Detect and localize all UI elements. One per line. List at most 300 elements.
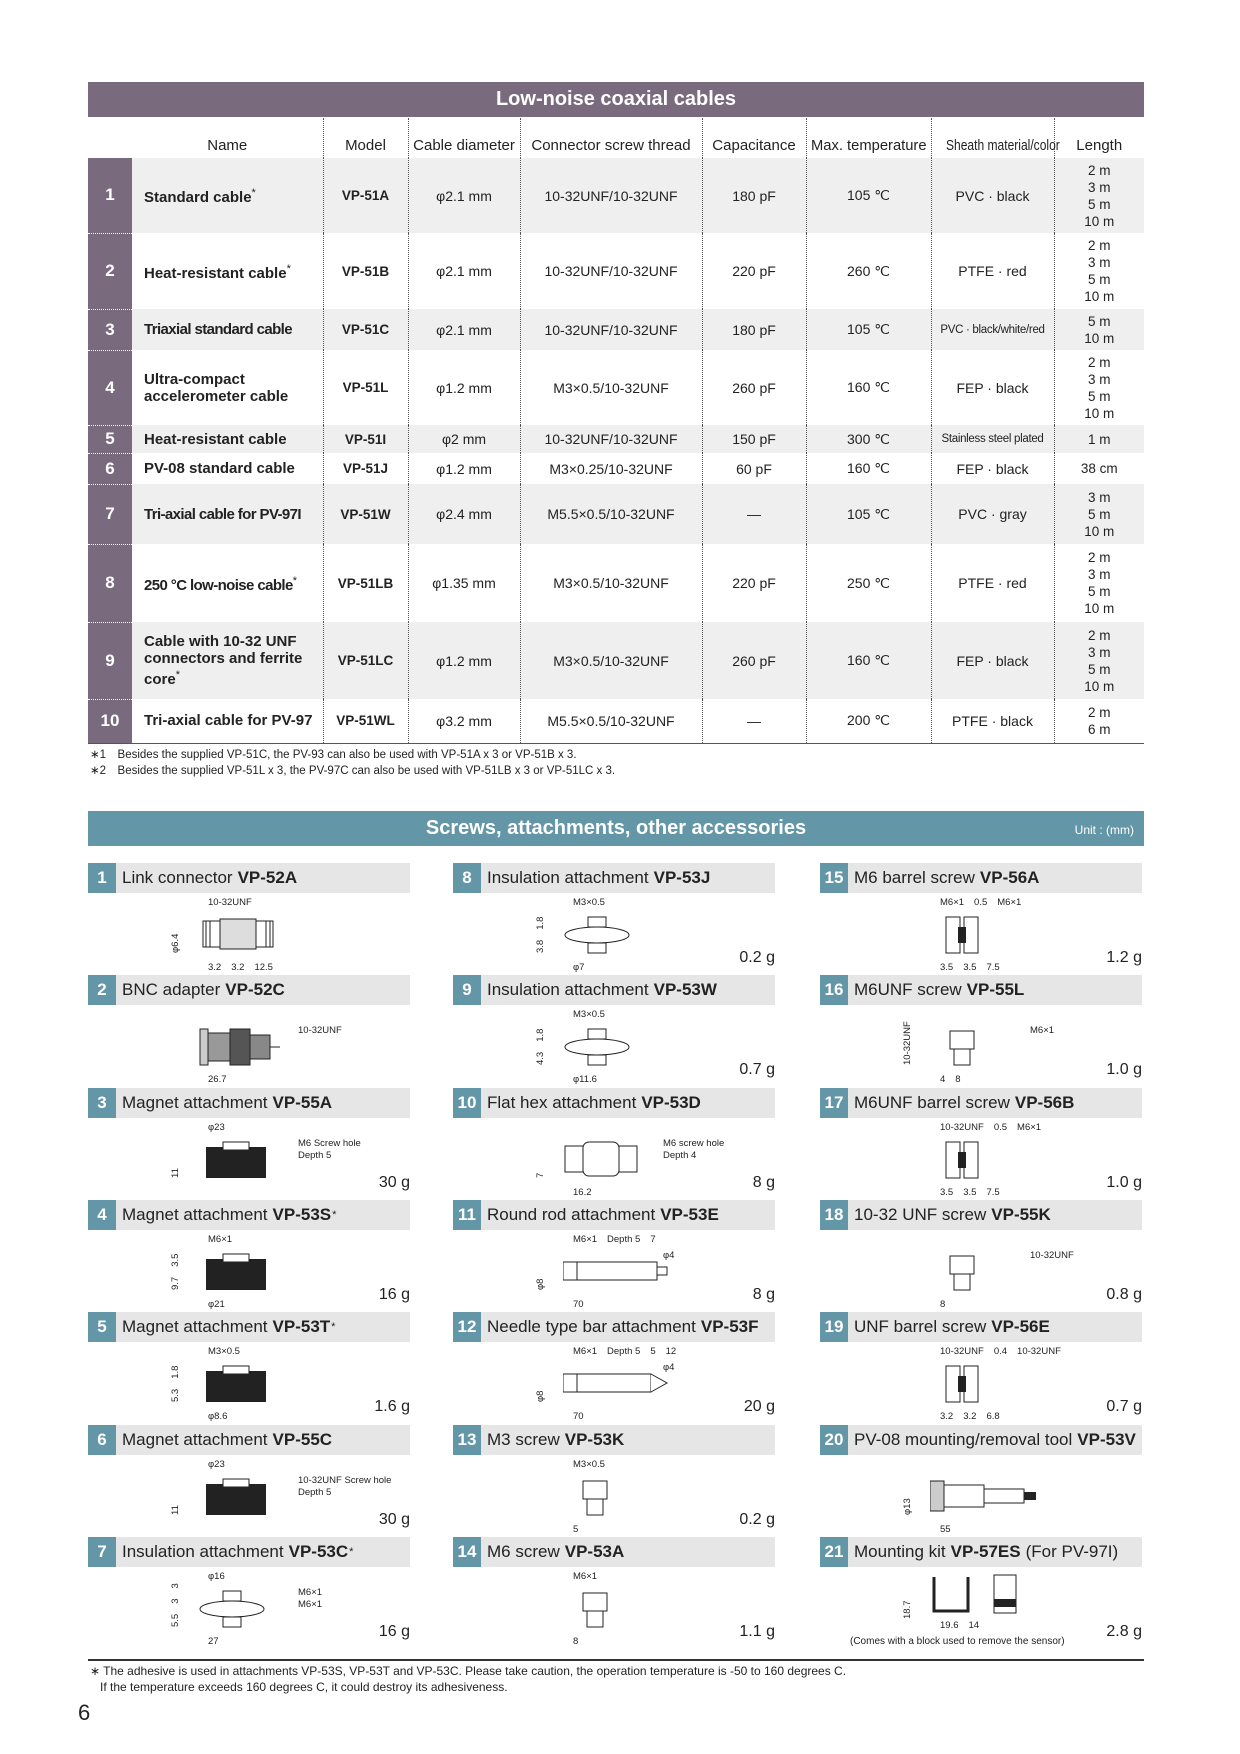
header-number	[88, 118, 132, 158]
cell-temp: 250 ℃	[806, 544, 931, 622]
dimension-group	[298, 1475, 391, 1498]
item-number: 18	[820, 1200, 848, 1230]
dimension-label: 10-32UNF	[940, 1121, 984, 1133]
length-option: 3 m	[1087, 371, 1111, 387]
accessory-item	[453, 975, 775, 1087]
dimension-group	[940, 1620, 979, 1631]
cell-sheath: FEP · black	[931, 622, 1054, 699]
dimension-label: φ13	[902, 1497, 913, 1515]
item-name: M6 screw	[487, 1541, 560, 1561]
dimension-label: φ8	[535, 1278, 546, 1290]
dimension-label: 8	[940, 1298, 946, 1310]
item-model: VP-53A	[564, 1541, 625, 1561]
item-title	[820, 1425, 1142, 1455]
accessory-item	[453, 1537, 775, 1649]
cell-length	[1054, 484, 1144, 544]
dimension-label: M3×0.5	[573, 1009, 605, 1021]
dimension-label: 14	[968, 1619, 980, 1631]
item-title	[820, 1537, 1142, 1567]
cell-length	[1054, 622, 1144, 699]
cable-name	[132, 309, 323, 350]
item-title	[88, 863, 410, 893]
table-row	[88, 622, 1144, 699]
insulator-drawing	[198, 1587, 308, 1631]
dimension-group	[573, 1234, 656, 1245]
cable-name-text: Standard cable	[144, 189, 252, 206]
length-option: 2 m	[1087, 354, 1111, 370]
accessory-item	[88, 1312, 410, 1424]
cable-name	[132, 233, 323, 309]
screw-drawing	[513, 1457, 713, 1535]
dimension-label: 1.8	[535, 1028, 546, 1043]
dimension-label: M6×1	[573, 1346, 598, 1358]
item-model: VP-57ES	[950, 1541, 1021, 1561]
barrel-screw-drawing	[930, 1362, 1040, 1406]
row-number: 1	[88, 158, 132, 233]
dimension-group	[170, 1583, 181, 1627]
insulator-drawing	[563, 1025, 673, 1069]
dimension-label: 10-32UNF	[208, 897, 252, 908]
item-model: VP-52C	[225, 980, 285, 1000]
cell-thread: M5.5×0.5/10-32UNF	[520, 484, 702, 544]
cell-capacitance: —	[702, 699, 806, 743]
rod-drawing	[513, 1232, 713, 1310]
footnote-star: *	[251, 187, 256, 199]
dimension-group	[170, 1168, 181, 1178]
item-model: VP-56B	[1014, 1092, 1075, 1112]
magnet-drawing	[198, 1250, 308, 1294]
item-title	[820, 975, 1142, 1005]
accessories-section-header	[88, 811, 1144, 846]
dimension-group	[573, 1187, 592, 1198]
cable-name	[132, 699, 323, 743]
item-weight: 0.7 g	[739, 1061, 775, 1079]
item-number: 10	[453, 1088, 481, 1118]
dimension-group	[573, 1571, 597, 1582]
cell-length	[1054, 309, 1144, 350]
accessory-item	[820, 1425, 1142, 1537]
dimension-group	[573, 897, 605, 908]
dimension-label: M6×1	[1017, 1121, 1042, 1133]
item-weight: 16 g	[378, 1622, 410, 1640]
accessory-item	[820, 1200, 1142, 1312]
screw-drawing	[563, 1475, 673, 1519]
item-weight: 20 g	[743, 1398, 775, 1416]
item-name: Insulation attachment	[487, 980, 649, 1000]
row-number: 9	[88, 622, 132, 699]
dimension-label: 5.3	[170, 1388, 181, 1403]
item-weight: 1.1 g	[739, 1622, 775, 1640]
item-number: 13	[453, 1425, 481, 1455]
cable-name-text: Tri-axial cable for PV-97	[144, 712, 313, 730]
dimension-label: 26.7	[208, 1074, 227, 1086]
dimension-label: 5	[650, 1346, 656, 1358]
item-weight: 1.6 g	[374, 1398, 410, 1416]
dimension-label: 8	[955, 1074, 961, 1086]
needle-drawing	[563, 1362, 673, 1406]
barrel-screw-drawing	[930, 913, 1040, 957]
cable-name-text: Heat-resistant cable	[144, 264, 287, 282]
dimension-group	[208, 962, 273, 973]
cell-capacitance: 260 pF	[702, 622, 806, 699]
length-option: 5 m	[1087, 388, 1111, 404]
dimension-group	[573, 1459, 605, 1470]
cell-sheath: PTFE · red	[931, 544, 1054, 622]
dimension-group	[573, 1636, 578, 1647]
dimension-label: φ4	[663, 1249, 675, 1261]
dimension-group	[940, 1411, 1000, 1422]
dimension-label: φ4	[663, 1362, 675, 1374]
barrel-screw-drawing	[930, 1138, 1040, 1182]
dimension-group	[535, 1029, 546, 1065]
item-name: Magnet attachment	[122, 1429, 268, 1449]
accessory-item	[88, 975, 410, 1087]
item-model: VP-55C	[272, 1429, 333, 1449]
item-weight: 0.7 g	[1106, 1398, 1142, 1416]
dimension-label: 3.2	[208, 962, 222, 973]
rod-drawing	[563, 1250, 673, 1294]
screw-drawing	[930, 1250, 1040, 1294]
length-option: 5 m	[1087, 584, 1111, 599]
item-model: VP-53W	[653, 980, 717, 1000]
cell-thread: M3×0.25/10-32UNF	[520, 453, 702, 484]
page-number: 6	[78, 1700, 91, 1725]
cell-length	[1054, 233, 1144, 309]
dimension-label: 19.6	[940, 1619, 959, 1631]
cell-model: VP-51J	[323, 453, 408, 484]
item-title	[453, 863, 775, 893]
cables-table	[88, 118, 1144, 744]
dimension-label: M3×0.5	[573, 1458, 605, 1470]
cell-thread: M3×0.5/10-32UNF	[520, 350, 702, 425]
item-weight: 30 g	[378, 1510, 410, 1528]
cell-capacitance: 220 pF	[702, 544, 806, 622]
dimension-label: 3.5	[940, 1186, 954, 1198]
accessory-item	[453, 1425, 775, 1537]
dimension-label: M6×1	[298, 1586, 323, 1598]
length-option: 3 m	[1087, 179, 1111, 195]
adhesive-note-2: If the temperature exceeds 160 degrees C, it could destroy its adhesiveness.	[100, 1680, 508, 1694]
dimension-group	[940, 1187, 1000, 1198]
dimension-group	[208, 1299, 225, 1310]
cell-diameter: φ2.1 mm	[408, 233, 520, 309]
dimension-label: M6×1	[573, 1233, 598, 1245]
item-title	[820, 863, 1142, 893]
cell-length	[1054, 350, 1144, 425]
dimension-label: 10-32UNF	[1017, 1346, 1061, 1358]
row-number: 4	[88, 350, 132, 425]
column-header	[520, 118, 702, 158]
cable-name	[132, 453, 323, 484]
dimension-group	[208, 1346, 240, 1357]
item-title	[453, 1425, 775, 1455]
dimension-label: 3.5	[963, 1186, 977, 1198]
tool-drawing	[930, 1475, 1040, 1519]
table-row	[88, 544, 1144, 622]
footnote-star: *	[175, 669, 180, 681]
cell-model: VP-51A	[323, 158, 408, 233]
column-header-label: Cable diameter	[413, 137, 515, 154]
accessory-item	[88, 1537, 410, 1649]
item-name: Magnet attachment	[122, 1204, 268, 1224]
cell-length	[1054, 699, 1144, 743]
dimension-label: M6×1	[298, 1598, 323, 1610]
dimension-group	[208, 1411, 227, 1422]
dimension-group	[663, 1250, 674, 1261]
cable-name-text: Tri-axial cable for PV-97I	[144, 505, 301, 523]
dimension-label: 7	[535, 1172, 546, 1178]
cell-thread: 10-32UNF/10-32UNF	[520, 309, 702, 350]
screw-drawing	[563, 1587, 673, 1631]
item-number: 1	[88, 863, 116, 893]
cell-model: VP-51B	[323, 233, 408, 309]
dimension-group	[170, 934, 181, 953]
footnote-2: ∗2 Besides the supplied VP-51L x 3, the PV-97C can also be used with VP-51LB x 3 or VP-51LC x 3.	[90, 765, 616, 777]
dimension-label: 3.2	[963, 1411, 977, 1423]
cell-temp: 105 ℃	[806, 309, 931, 350]
cell-sheath: PVC · black/white/red	[931, 309, 1054, 350]
length-option: 10 m	[1084, 405, 1115, 421]
item-weight: 0.8 g	[1106, 1285, 1142, 1303]
dimension-label: 10-32UNF	[1030, 1249, 1074, 1261]
item-name: Insulation attachment	[487, 868, 649, 887]
footnote-star: *	[286, 262, 291, 275]
dimension-label: Depth 5	[607, 1346, 641, 1358]
length-option: 3 m	[1087, 567, 1111, 582]
table-row	[88, 233, 1144, 309]
row-number: 8	[88, 544, 132, 622]
dimension-group	[573, 1299, 584, 1310]
item-weight: 8 g	[752, 1285, 775, 1303]
item-title	[88, 1088, 410, 1118]
cell-length	[1054, 158, 1144, 233]
dimension-group	[940, 1074, 961, 1085]
dimension-label: φ8	[535, 1390, 546, 1403]
dimension-group	[208, 897, 252, 908]
dimension-label: φ23	[208, 1458, 225, 1470]
cell-diameter: φ2.4 mm	[408, 484, 520, 544]
magnet-drawing	[198, 1362, 308, 1406]
table-row	[88, 453, 1144, 484]
item-title	[453, 975, 775, 1005]
dimension-label: 11	[170, 1167, 181, 1178]
dimension-label: 6.8	[986, 1411, 1000, 1423]
dimension-label: 3.5	[963, 962, 977, 973]
cell-model: VP-51I	[323, 425, 408, 453]
cell-diameter: φ1.2 mm	[408, 350, 520, 425]
dimension-label: φ6.4	[170, 933, 181, 953]
item-name: M6UNF barrel screw	[854, 1092, 1010, 1112]
needle-drawing	[513, 1344, 713, 1422]
item-name: Magnet attachment	[122, 1317, 268, 1337]
accessory-item	[88, 863, 410, 975]
item-suffix: *	[332, 1208, 337, 1221]
cell-model: VP-51L	[323, 350, 408, 425]
item-title	[453, 1537, 775, 1567]
item-suffix: (For PV-97I)	[1025, 1541, 1119, 1561]
length-option: 2 m	[1087, 704, 1111, 720]
cable-name-text: Cable with 10-32 UNF connectors and ferrite core	[144, 633, 303, 688]
footnote-1: ∗1 Besides the supplied VP-51C, the PV-93 can also be used with VP-51A x 3 or VP-51B x 3.	[90, 749, 577, 761]
accessory-item	[820, 975, 1142, 1087]
length-option: 10 m	[1084, 678, 1115, 694]
length-option: 5 m	[1087, 313, 1111, 329]
dimension-group	[298, 1587, 322, 1610]
item-title	[820, 1088, 1142, 1118]
dimension-label: M6 Screw hole	[298, 1137, 361, 1149]
column-header	[1054, 118, 1144, 158]
table-row	[88, 158, 1144, 233]
cell-temp: 260 ℃	[806, 233, 931, 309]
item-number: 9	[453, 975, 481, 1005]
magnet-drawing	[148, 1344, 348, 1422]
accessory-item	[88, 1200, 410, 1312]
insulator-drawing	[563, 913, 673, 957]
dimension-group	[170, 1505, 181, 1515]
row-number: 5	[88, 425, 132, 453]
cell-thread: M5.5×0.5/10-32UNF	[520, 699, 702, 743]
item-model: VP-53T	[272, 1317, 331, 1337]
cable-name-text: Heat-resistant cable	[144, 430, 287, 448]
magnet-drawing	[198, 1475, 308, 1519]
dimension-label: 1.8	[170, 1365, 181, 1379]
cell-sheath: PTFE · black	[931, 699, 1054, 743]
item-model: VP-53K	[564, 1429, 625, 1449]
item-title	[453, 1312, 775, 1342]
item-title	[820, 1312, 1142, 1342]
dimension-group	[208, 1459, 225, 1470]
item-weight: 1.2 g	[1106, 949, 1142, 966]
cable-name-text: PV-08 standard cable	[144, 460, 295, 477]
dimension-group	[535, 1172, 546, 1177]
dimension-group	[208, 1074, 227, 1085]
dimension-group	[902, 1021, 913, 1065]
dimension-group	[940, 1524, 951, 1535]
dimension-label: 9.7	[170, 1276, 181, 1290]
cell-sheath: PVC · gray	[931, 484, 1054, 544]
column-header	[702, 118, 806, 158]
column-header-label: Capacitance	[712, 137, 796, 154]
dimension-label: M6×1	[573, 1570, 598, 1582]
dimension-label: M6×1	[997, 897, 1022, 908]
cell-model: VP-51WL	[323, 699, 408, 743]
adhesive-note: ∗ The adhesive is used in attachments VP-53S, VP-53T and VP-53C. Please take caution, the operation temperature is -50 to 160 degrees C.	[90, 1664, 847, 1678]
item-number: 2	[88, 975, 116, 1005]
dimension-label: M3×0.5	[208, 1346, 240, 1358]
dimension-label: 7.5	[986, 962, 1000, 973]
item-number: 3	[88, 1088, 116, 1118]
item-name: BNC adapter	[122, 980, 221, 1000]
item-number: 14	[453, 1537, 481, 1567]
dimension-group	[573, 1009, 605, 1020]
column-header-label: Name	[207, 137, 248, 154]
cable-name-text: Ultra-compact accelerometer cable	[144, 370, 289, 405]
dimension-label: 10-32UNF	[902, 1021, 913, 1066]
length-option: 10 m	[1084, 601, 1115, 616]
dimension-label: 0.4	[993, 1346, 1008, 1358]
item-name: PV-08 mounting/removal tool	[854, 1429, 1073, 1449]
item-weight: 1.0 g	[1106, 1061, 1142, 1079]
item-number: 21	[820, 1537, 848, 1567]
mounting-kit-drawing	[930, 1573, 1040, 1617]
dimension-group	[208, 1571, 225, 1582]
dimension-group	[902, 1498, 913, 1515]
item-note: (Comes with a block used to remove the sensor)	[850, 1635, 1065, 1647]
screw-drawing	[880, 1232, 1080, 1310]
dimension-label: 10-32UNF Screw hole	[298, 1474, 392, 1486]
cell-capacitance: 180 pF	[702, 158, 806, 233]
cell-model: VP-51W	[323, 484, 408, 544]
dimension-group	[535, 917, 546, 953]
item-weight: 0.2 g	[739, 1510, 775, 1528]
dimension-label: 3	[170, 1598, 181, 1604]
cell-model: VP-51LB	[323, 544, 408, 622]
dimension-label: 55	[940, 1523, 951, 1535]
row-number: 2	[88, 233, 132, 309]
footnote-star: *	[292, 574, 297, 587]
hex-drawing	[513, 1120, 725, 1198]
cell-capacitance: 150 pF	[702, 425, 806, 453]
column-header	[806, 118, 931, 158]
accessory-item	[88, 1425, 410, 1537]
item-model: VP-53D	[641, 1092, 701, 1112]
dimension-group	[298, 1138, 361, 1161]
dimension-group	[902, 1600, 913, 1619]
cell-diameter: φ1.2 mm	[408, 453, 520, 484]
item-number: 16	[820, 975, 848, 1005]
cell-temp: 160 ℃	[806, 350, 931, 425]
accessory-item	[453, 1200, 775, 1312]
cell-capacitance: 220 pF	[702, 233, 806, 309]
item-name: M6UNF screw	[854, 980, 962, 1000]
length-option: 5 m	[1087, 506, 1111, 522]
length-option: 2 m	[1087, 238, 1111, 253]
dimension-label: M6×1	[208, 1233, 233, 1245]
item-name: Insulation attachment	[122, 1541, 284, 1561]
dimension-group	[663, 1138, 724, 1161]
cell-sheath: PTFE · red	[931, 233, 1054, 309]
length-option: 10 m	[1084, 330, 1115, 346]
length-option: 38 cm	[1080, 461, 1118, 476]
cell-temp: 300 ℃	[806, 425, 931, 453]
length-option: 2 m	[1087, 627, 1111, 643]
cell-sheath: FEP · black	[931, 350, 1054, 425]
dimension-label: 8	[573, 1635, 579, 1647]
dimension-group	[940, 897, 1021, 908]
dimension-label: 12	[665, 1346, 677, 1358]
dimension-label: 0.5	[993, 1121, 1008, 1133]
divider	[88, 1659, 1144, 1661]
insulator-drawing	[513, 1007, 713, 1085]
magnet-drawing	[148, 1120, 361, 1198]
cell-diameter: φ2.1 mm	[408, 309, 520, 350]
item-model: VP-53S	[272, 1204, 332, 1224]
dimension-label: 4	[940, 1074, 946, 1086]
dimension-group	[940, 1122, 1041, 1133]
length-option: 1 m	[1087, 431, 1111, 447]
item-number: 6	[88, 1425, 116, 1455]
dimension-label: 18.7	[902, 1600, 913, 1619]
item-suffix: *	[331, 1321, 336, 1334]
dimension-label: 3.8	[535, 939, 546, 953]
dimension-label: 16.2	[573, 1186, 592, 1198]
dimension-label: 70	[573, 1298, 584, 1310]
item-suffix: *	[349, 1545, 354, 1558]
dimension-label: 11	[170, 1504, 181, 1515]
item-title	[88, 1537, 410, 1567]
cell-temp: 105 ℃	[806, 484, 931, 544]
item-name: M3 screw	[487, 1429, 560, 1449]
